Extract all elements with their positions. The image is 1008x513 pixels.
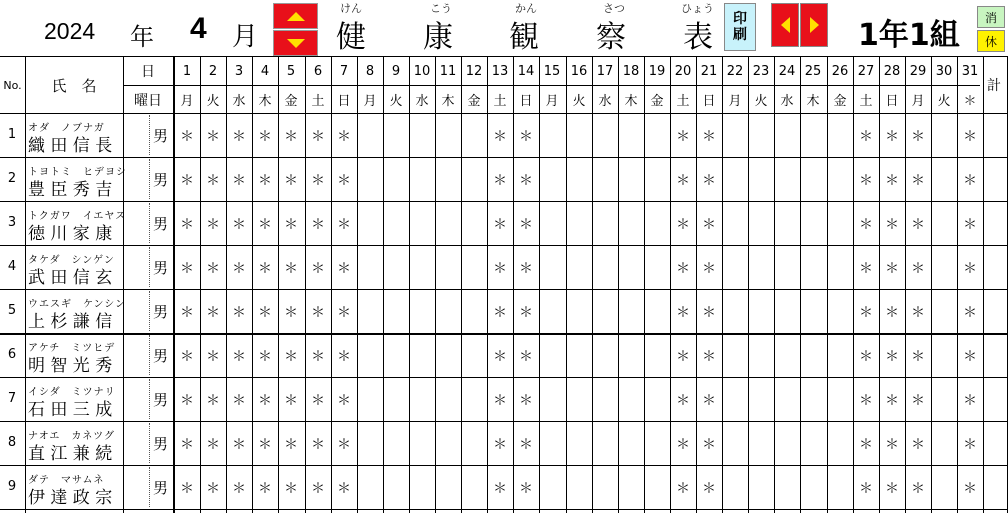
day-number: 28 xyxy=(883,63,901,79)
weekday-label: 水 xyxy=(780,94,794,109)
absence-mark[interactable]: ＊ xyxy=(885,217,899,233)
student-gender: 男 xyxy=(153,215,169,233)
year-value[interactable]: 2024 xyxy=(44,18,96,44)
weekday-label: 水 xyxy=(232,94,246,109)
absence-mark[interactable]: ＊ xyxy=(702,305,716,321)
name-header: 氏 名 xyxy=(51,76,97,95)
absence-mark[interactable]: ＊ xyxy=(963,217,977,233)
absence-mark[interactable]: ＊ xyxy=(911,305,925,321)
absence-mark[interactable]: ＊ xyxy=(337,481,351,497)
absence-mark[interactable]: ＊ xyxy=(885,393,899,409)
student-gender: 男 xyxy=(153,435,169,453)
absence-mark[interactable]: ＊ xyxy=(232,349,246,365)
absence-mark[interactable]: ＊ xyxy=(702,481,716,497)
day-number: 18 xyxy=(622,63,640,79)
row-number: 7 xyxy=(7,391,17,406)
title-char-5: 表 xyxy=(683,20,713,55)
grid-vline xyxy=(539,56,540,513)
absence-mark[interactable]: ＊ xyxy=(885,437,899,453)
row-number: 2 xyxy=(7,171,17,186)
grid-vline xyxy=(748,56,749,513)
year-label: 年 xyxy=(130,23,154,51)
absence-mark[interactable]: ＊ xyxy=(206,173,220,189)
title-ruby-4: さつ xyxy=(603,2,625,15)
absence-mark[interactable]: ＊ xyxy=(859,217,873,233)
absence-mark[interactable]: ＊ xyxy=(311,349,325,365)
weekday-label: 土 xyxy=(311,94,325,109)
day-number: 26 xyxy=(831,63,849,79)
absence-mark[interactable]: ＊ xyxy=(311,437,325,453)
title-char-1: 健 xyxy=(336,20,366,55)
absence-mark[interactable]: ＊ xyxy=(859,437,873,453)
grid-vline xyxy=(435,56,436,513)
absence-mark[interactable]: ＊ xyxy=(180,393,194,409)
day-number: 6 xyxy=(313,63,323,79)
absence-mark[interactable]: ＊ xyxy=(206,129,220,145)
grid-vline xyxy=(983,56,984,513)
weekday-label: 木 xyxy=(806,94,820,109)
weekday-label: 木 xyxy=(441,94,455,109)
absence-mark[interactable]: ＊ xyxy=(284,393,298,409)
weekday-label: 月 xyxy=(911,94,925,109)
student-gender: 男 xyxy=(153,259,169,277)
grid-hline xyxy=(0,465,1008,466)
print-label-1: 印 xyxy=(733,11,747,27)
absence-mark[interactable]: ＊ xyxy=(676,129,690,145)
absence-mark[interactable]: ＊ xyxy=(493,305,507,321)
student-name[interactable]: 上 杉 謙 信 xyxy=(28,312,113,332)
weekday-label: 月 xyxy=(363,94,377,109)
gender-separator xyxy=(149,467,150,507)
absence-mark[interactable]: ＊ xyxy=(311,481,325,497)
gender-separator xyxy=(149,203,150,243)
absence-mark[interactable]: ＊ xyxy=(493,129,507,145)
grid-hline xyxy=(0,333,1008,335)
student-gender: 男 xyxy=(153,171,169,189)
student-kana: ウエスギ ケンシン xyxy=(28,299,126,310)
weekday-label: 土 xyxy=(859,94,873,109)
absence-mark[interactable]: ＊ xyxy=(284,173,298,189)
print-label-2: 刷 xyxy=(733,27,747,43)
student-name[interactable]: 徳 川 家 康 xyxy=(28,224,113,244)
absence-mark[interactable]: ＊ xyxy=(493,481,507,497)
absence-mark[interactable]: ＊ xyxy=(519,393,533,409)
absence-mark[interactable]: ＊ xyxy=(676,481,690,497)
day-number: 4 xyxy=(260,63,270,79)
grid-vline xyxy=(123,56,124,513)
student-name[interactable]: 武 田 信 玄 xyxy=(28,268,113,288)
absence-mark[interactable]: ＊ xyxy=(311,305,325,321)
absence-mark[interactable]: ＊ xyxy=(885,129,899,145)
absence-mark[interactable]: ＊ xyxy=(676,437,690,453)
grid-vline xyxy=(566,56,567,513)
day-number: 29 xyxy=(909,63,927,79)
absence-mark[interactable]: ＊ xyxy=(702,437,716,453)
day-number: 10 xyxy=(413,63,431,79)
absence-mark[interactable]: ＊ xyxy=(284,129,298,145)
absence-mark[interactable]: ＊ xyxy=(258,129,272,145)
row-number: 8 xyxy=(7,435,17,450)
weekday-label: 火 xyxy=(754,94,768,109)
absence-mark[interactable]: ＊ xyxy=(885,173,899,189)
absence-mark[interactable]: ＊ xyxy=(676,261,690,277)
title-char-2: 康 xyxy=(423,20,453,55)
day-number: 13 xyxy=(491,63,509,79)
absence-mark[interactable]: ＊ xyxy=(180,261,194,277)
day-number: 17 xyxy=(596,63,614,79)
absence-mark[interactable]: ＊ xyxy=(337,393,351,409)
absence-mark[interactable]: ＊ xyxy=(284,305,298,321)
gender-separator xyxy=(149,247,150,287)
absence-mark[interactable]: ＊ xyxy=(232,261,246,277)
weekday-label: 木 xyxy=(258,94,272,109)
weekday-label: 土 xyxy=(493,94,507,109)
absence-mark[interactable]: ＊ xyxy=(337,349,351,365)
day-number: 23 xyxy=(752,63,770,79)
day-number: 9 xyxy=(391,63,401,79)
day-number: 25 xyxy=(804,63,822,79)
grid-vline xyxy=(409,56,410,513)
total-header: 計 xyxy=(987,78,1001,94)
absence-mark[interactable]: ＊ xyxy=(859,349,873,365)
absence-mark[interactable]: ＊ xyxy=(859,173,873,189)
absence-mark[interactable]: ＊ xyxy=(963,129,977,145)
absence-mark[interactable]: ＊ xyxy=(232,305,246,321)
absence-mark[interactable]: ＊ xyxy=(232,437,246,453)
student-name[interactable]: 石 田 三 成 xyxy=(28,400,113,420)
student-kana: トクガワ イエヤス xyxy=(28,211,127,222)
student-gender: 男 xyxy=(153,347,169,365)
day-number: 2 xyxy=(208,63,218,79)
absence-mark[interactable]: ＊ xyxy=(676,173,690,189)
absence-mark[interactable]: ＊ xyxy=(963,173,977,189)
absence-mark[interactable]: ＊ xyxy=(963,437,977,453)
grid-vline xyxy=(357,56,358,513)
absence-mark[interactable]: ＊ xyxy=(337,437,351,453)
absence-mark[interactable]: ＊ xyxy=(702,129,716,145)
absence-mark[interactable]: ＊ xyxy=(311,173,325,189)
weekday-label: 金 xyxy=(284,94,298,109)
absence-mark[interactable]: ＊ xyxy=(180,129,194,145)
absence-mark[interactable]: ＊ xyxy=(911,393,925,409)
weekday-label: 火 xyxy=(937,94,951,109)
absence-mark[interactable]: ＊ xyxy=(885,481,899,497)
day-number: 21 xyxy=(700,63,718,79)
absence-mark[interactable]: ＊ xyxy=(337,261,351,277)
day-number: 24 xyxy=(778,63,796,79)
student-kana: トヨトミ ヒデヨシ xyxy=(28,167,127,178)
day-number: 3 xyxy=(234,63,244,79)
title-char-3: 観 xyxy=(509,20,539,55)
absence-mark[interactable]: ＊ xyxy=(258,349,272,365)
absent-button[interactable]: 休 xyxy=(977,30,1005,52)
day-number: 27 xyxy=(857,63,875,79)
absence-mark[interactable]: ＊ xyxy=(963,349,977,365)
grid-vline xyxy=(592,56,593,513)
row-number: 1 xyxy=(7,127,17,142)
absence-mark[interactable]: ＊ xyxy=(258,305,272,321)
weekday-label: 月 xyxy=(180,94,194,109)
grid-vline xyxy=(774,56,775,513)
absence-mark[interactable]: ＊ xyxy=(911,129,925,145)
weekday-label: 木 xyxy=(624,94,638,109)
student-gender: 男 xyxy=(153,479,169,497)
month-value[interactable]: 4 xyxy=(190,12,207,45)
weekday-label: 日 xyxy=(885,94,899,109)
absence-mark[interactable]: ＊ xyxy=(519,129,533,145)
student-gender: 男 xyxy=(153,391,169,409)
absence-mark[interactable]: ＊ xyxy=(519,481,533,497)
day-number: 12 xyxy=(465,63,483,79)
month-label: 月 xyxy=(232,22,259,52)
absence-mark[interactable]: ＊ xyxy=(337,305,351,321)
weekday-label: 火 xyxy=(389,94,403,109)
class-label: 1年1組 xyxy=(858,18,960,53)
grid-hline xyxy=(0,289,1008,290)
absence-mark[interactable]: ＊ xyxy=(885,349,899,365)
absence-mark[interactable]: ＊ xyxy=(519,173,533,189)
absence-mark[interactable]: ＊ xyxy=(232,393,246,409)
absence-mark[interactable]: ＊ xyxy=(963,261,977,277)
day-number: 11 xyxy=(439,63,457,79)
weekday-label: 月 xyxy=(728,94,742,109)
gender-separator xyxy=(149,115,150,155)
absence-mark[interactable]: ＊ xyxy=(311,393,325,409)
absence-mark[interactable]: ＊ xyxy=(258,481,272,497)
absence-mark[interactable]: ＊ xyxy=(232,217,246,233)
absence-mark[interactable]: ＊ xyxy=(232,173,246,189)
title-ruby-2: こう xyxy=(430,2,452,15)
grid-vline xyxy=(722,56,723,513)
absence-mark[interactable]: ＊ xyxy=(676,393,690,409)
absence-mark[interactable]: ＊ xyxy=(206,437,220,453)
weekday-label: 火 xyxy=(206,94,220,109)
absence-mark[interactable]: ＊ xyxy=(311,129,325,145)
absence-mark[interactable]: ＊ xyxy=(180,349,194,365)
student-name[interactable]: 伊 達 政 宗 xyxy=(28,488,113,508)
absence-mark[interactable]: ＊ xyxy=(337,217,351,233)
absence-mark[interactable]: ＊ xyxy=(519,217,533,233)
day-number: 30 xyxy=(935,63,953,79)
student-kana: ナオエ カネツグ xyxy=(28,431,115,442)
absence-mark[interactable]: ＊ xyxy=(206,481,220,497)
student-name[interactable]: 豊 臣 秀 吉 xyxy=(28,180,113,200)
absence-mark[interactable]: ＊ xyxy=(676,217,690,233)
weekday-label: ＊ xyxy=(963,94,977,109)
absence-mark[interactable]: ＊ xyxy=(963,305,977,321)
clear-button[interactable]: 消 xyxy=(977,6,1005,28)
day-number: 22 xyxy=(726,63,744,79)
absence-mark[interactable]: ＊ xyxy=(859,261,873,277)
absence-mark[interactable]: ＊ xyxy=(180,305,194,321)
grid-vline xyxy=(800,56,801,513)
grid-vline xyxy=(931,56,932,513)
absence-mark[interactable]: ＊ xyxy=(676,349,690,365)
student-name[interactable]: 織 田 信 長 xyxy=(28,136,113,156)
day-number: 15 xyxy=(543,63,561,79)
absence-mark[interactable]: ＊ xyxy=(519,261,533,277)
absence-mark[interactable]: ＊ xyxy=(911,481,925,497)
no-header: No. xyxy=(3,78,22,92)
day-number: 16 xyxy=(570,63,588,79)
absence-mark[interactable]: ＊ xyxy=(702,261,716,277)
absence-mark[interactable]: ＊ xyxy=(493,173,507,189)
absence-mark[interactable]: ＊ xyxy=(206,217,220,233)
absence-mark[interactable]: ＊ xyxy=(180,217,194,233)
absence-mark[interactable]: ＊ xyxy=(519,349,533,365)
row-number: 5 xyxy=(7,303,17,318)
gender-separator xyxy=(149,423,150,463)
weekday-label: 水 xyxy=(598,94,612,109)
title-ruby-3: かん xyxy=(515,2,537,15)
absence-mark[interactable]: ＊ xyxy=(676,305,690,321)
day-number: 5 xyxy=(286,63,296,79)
absence-mark[interactable]: ＊ xyxy=(885,261,899,277)
absence-mark[interactable]: ＊ xyxy=(284,217,298,233)
student-kana: ダテ マサムネ xyxy=(28,475,105,486)
student-kana: アケチ ミツヒデ xyxy=(28,343,116,354)
absence-mark[interactable]: ＊ xyxy=(859,393,873,409)
grid-vline xyxy=(461,56,462,513)
absence-mark[interactable]: ＊ xyxy=(519,437,533,453)
absence-mark[interactable]: ＊ xyxy=(911,437,925,453)
absence-mark[interactable]: ＊ xyxy=(232,129,246,145)
weekday-label: 金 xyxy=(833,94,847,109)
student-gender: 男 xyxy=(153,127,169,145)
grid-hline xyxy=(0,113,1008,114)
absence-mark[interactable]: ＊ xyxy=(702,393,716,409)
absence-mark[interactable]: ＊ xyxy=(232,481,246,497)
student-kana: イシダ ミツナリ xyxy=(28,387,116,398)
grid-hline xyxy=(0,509,1008,510)
absence-mark[interactable]: ＊ xyxy=(493,437,507,453)
absence-mark[interactable]: ＊ xyxy=(284,261,298,277)
day-number: 1 xyxy=(182,63,192,79)
day-number: 31 xyxy=(961,63,979,79)
absence-mark[interactable]: ＊ xyxy=(911,173,925,189)
absence-mark[interactable]: ＊ xyxy=(206,393,220,409)
grid-vline xyxy=(644,56,645,513)
grid-hline xyxy=(0,245,1008,246)
weekday-header: 曜日 xyxy=(134,92,162,109)
absence-mark[interactable]: ＊ xyxy=(911,217,925,233)
absence-mark[interactable]: ＊ xyxy=(963,481,977,497)
title-ruby-5: ひょう xyxy=(681,2,714,15)
absence-mark[interactable]: ＊ xyxy=(258,217,272,233)
gender-separator xyxy=(149,291,150,331)
absence-mark[interactable]: ＊ xyxy=(311,261,325,277)
student-name[interactable]: 明 智 光 秀 xyxy=(28,356,113,376)
weekday-label: 水 xyxy=(415,94,429,109)
student-name[interactable]: 直 江 兼 続 xyxy=(28,444,113,464)
absence-mark[interactable]: ＊ xyxy=(258,437,272,453)
absence-mark[interactable]: ＊ xyxy=(258,173,272,189)
student-kana: タケダ シンゲン xyxy=(28,255,115,266)
grid-hline xyxy=(0,201,1008,202)
day-number: 8 xyxy=(365,63,375,79)
row-number: 9 xyxy=(7,479,17,494)
absence-mark[interactable]: ＊ xyxy=(337,173,351,189)
absence-mark[interactable]: ＊ xyxy=(702,217,716,233)
day-number: 19 xyxy=(648,63,666,79)
day-number: 7 xyxy=(339,63,349,79)
absence-mark[interactable]: ＊ xyxy=(859,305,873,321)
grid-vline xyxy=(618,56,619,513)
absence-mark[interactable]: ＊ xyxy=(258,261,272,277)
student-gender: 男 xyxy=(153,303,169,321)
absence-mark[interactable]: ＊ xyxy=(493,217,507,233)
grid-vline xyxy=(383,56,384,513)
grid-hline xyxy=(0,377,1008,378)
grid-vline xyxy=(25,56,26,513)
absence-mark[interactable]: ＊ xyxy=(258,393,272,409)
weekday-label: 金 xyxy=(650,94,664,109)
student-kana: オダ ノブナガ xyxy=(28,123,105,134)
weekday-label: 火 xyxy=(572,94,586,109)
absence-mark[interactable]: ＊ xyxy=(493,393,507,409)
absence-mark[interactable]: ＊ xyxy=(284,481,298,497)
gender-separator xyxy=(149,335,150,375)
absence-mark[interactable]: ＊ xyxy=(859,481,873,497)
absence-mark[interactable]: ＊ xyxy=(911,349,925,365)
absence-mark[interactable]: ＊ xyxy=(206,349,220,365)
grid-hline xyxy=(0,157,1008,158)
absence-mark[interactable]: ＊ xyxy=(337,129,351,145)
absence-mark[interactable]: ＊ xyxy=(493,349,507,365)
absence-mark[interactable]: ＊ xyxy=(311,217,325,233)
absence-mark[interactable]: ＊ xyxy=(885,305,899,321)
absence-mark[interactable]: ＊ xyxy=(963,393,977,409)
absence-mark[interactable]: ＊ xyxy=(493,261,507,277)
weekday-label: 土 xyxy=(676,94,690,109)
day-number: 14 xyxy=(517,63,535,79)
gender-separator xyxy=(149,159,150,199)
row-number: 4 xyxy=(7,259,17,274)
day-number: 20 xyxy=(674,63,692,79)
absence-mark[interactable]: ＊ xyxy=(180,437,194,453)
absence-mark[interactable]: ＊ xyxy=(206,261,220,277)
absence-mark[interactable]: ＊ xyxy=(206,305,220,321)
grid-vline xyxy=(827,56,828,513)
gender-separator xyxy=(149,379,150,419)
weekday-label: 金 xyxy=(467,94,481,109)
row-number: 3 xyxy=(7,215,17,230)
weekday-label: 日 xyxy=(337,94,351,109)
absence-mark[interactable]: ＊ xyxy=(519,305,533,321)
title-char-4: 察 xyxy=(596,20,626,55)
absence-mark[interactable]: ＊ xyxy=(702,173,716,189)
title-ruby-1: けん xyxy=(340,2,362,15)
absence-mark[interactable]: ＊ xyxy=(180,173,194,189)
row-number: 6 xyxy=(7,347,17,362)
absence-mark[interactable]: ＊ xyxy=(284,349,298,365)
absence-mark[interactable]: ＊ xyxy=(702,349,716,365)
weekday-label: 日 xyxy=(702,94,716,109)
absence-mark[interactable]: ＊ xyxy=(859,129,873,145)
day-header: 日 xyxy=(141,64,155,80)
weekday-label: 月 xyxy=(545,94,559,109)
absence-mark[interactable]: ＊ xyxy=(911,261,925,277)
weekday-label: 日 xyxy=(519,94,533,109)
absence-mark[interactable]: ＊ xyxy=(284,437,298,453)
grid-hline xyxy=(0,421,1008,422)
absence-mark[interactable]: ＊ xyxy=(180,481,194,497)
